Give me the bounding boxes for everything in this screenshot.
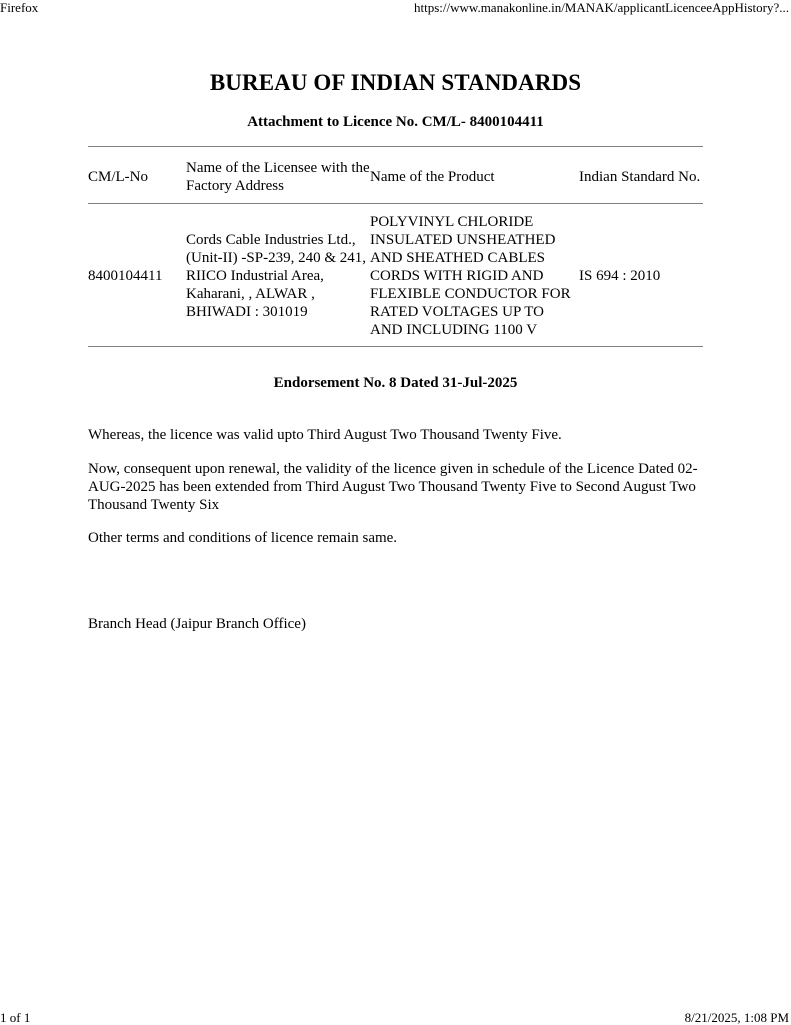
cell-licensee-address: Cords Cable Industries Ltd., (Unit-II) -SP-239, 240 & 241, RIICO Industrial Area, Kaharani, , ALWAR , BHIWADI : 301019 <box>186 232 366 320</box>
document-title: BUREAU OF INDIAN STANDARDS <box>209 70 582 95</box>
page-count: 1 of 1 <box>0 1010 31 1025</box>
col-header-standard: Indian Standard No. <box>579 169 701 185</box>
endorsement-heading: Endorsement No. 8 Dated 31-Jul-2025 <box>273 375 518 391</box>
cell-standard-no: IS 694 : 2010 <box>579 268 661 284</box>
paragraph-renewal: Now, consequent upon renewal, the validity of the licence given in schedule of the Licence Dated 02-AUG-2025 has been extended from Third August Two Thousand Twenty Five to Second August Two Thousand Twenty Six <box>88 461 698 513</box>
paragraph-terms: Other terms and conditions of licence remain same. <box>88 530 398 546</box>
table-header-row <box>88 147 703 204</box>
col-header-cml-no: CM/L-No <box>88 169 148 185</box>
table-row <box>88 204 703 347</box>
cell-product-name: POLYVINYL CHLORIDE INSULATED UNSHEATHED AND SHEATHED CABLES CORDS WITH RIGID AND FLEXIBLE CONDUCTOR FOR RATED VOLTAGES UP TO AND INCLUDING 1100 V <box>370 214 571 338</box>
licence-table <box>88 146 703 347</box>
col-header-licensee: Name of the Licensee with the Factory Address <box>186 160 370 194</box>
page-url[interactable]: https://www.manakonline.in/MANAK/applicantLicenceeAppHistory?... <box>414 0 789 15</box>
document-subtitle: Attachment to Licence No. CM/L- 8400104411 <box>247 114 544 130</box>
print-timestamp: 8/21/2025, 1:08 PM <box>684 1010 789 1025</box>
col-header-product: Name of the Product <box>370 169 495 185</box>
cell-cml-no: 8400104411 <box>88 268 163 284</box>
signature-line: Branch Head (Jaipur Branch Office) <box>88 616 306 632</box>
paragraph-validity: Whereas, the licence was valid upto Third August Two Thousand Twenty Five. <box>88 427 562 443</box>
browser-name: Firefox <box>0 0 39 15</box>
